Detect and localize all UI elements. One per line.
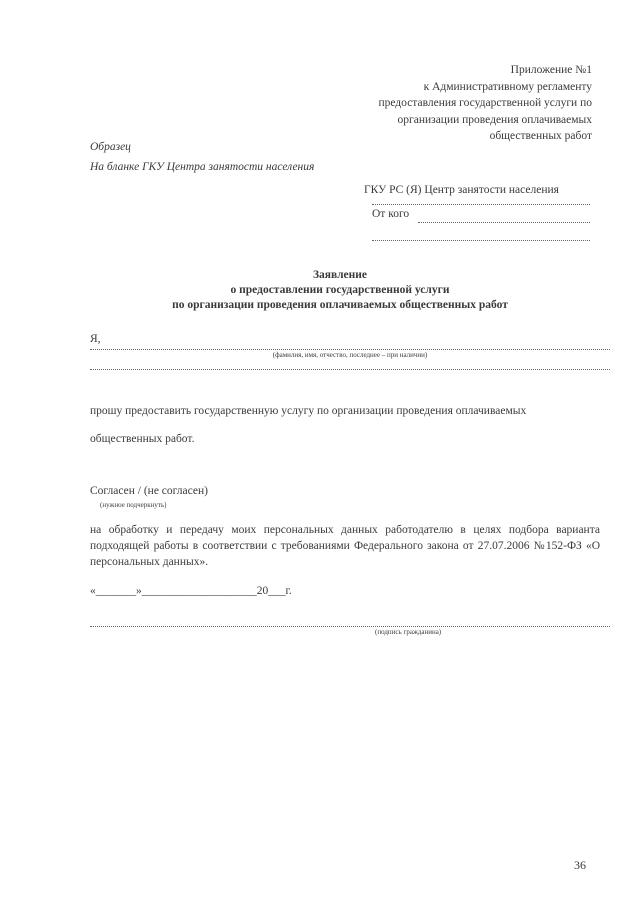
appendix-line: Приложение №1	[510, 64, 592, 76]
consent-label: Согласен / (не согласен)	[90, 485, 208, 497]
consent-hint: (нужное подчеркнуть)	[100, 501, 167, 509]
page-number: 36	[574, 858, 586, 872]
signature-line[interactable]	[90, 626, 610, 627]
document-title	[90, 268, 590, 313]
appendix-line: к Административному регламенту	[423, 80, 592, 93]
appendix-line: организации проведения оплачиваемых	[397, 113, 592, 126]
from-fill-line-2[interactable]	[372, 240, 590, 241]
appendix-header	[312, 62, 592, 145]
signature-hint: (подпись гражданина)	[375, 628, 442, 636]
title-line-2: о предоставлении государственной услуги	[230, 284, 450, 296]
from-block	[372, 204, 590, 244]
request-text: прошу предоставить государственную услугу по организации проведения оплачиваемых общественных работ.	[90, 405, 527, 445]
dotted-line	[372, 204, 590, 205]
from-fill-line[interactable]	[418, 222, 590, 223]
applicant-name-line[interactable]	[90, 349, 610, 350]
consent-text: на обработку и передачу моих персональных данных работодателю в целях подбора варианта подходящей работы в соответствии с требованиями Федерального закона от 27.07.2006 №152-ФЗ «О персональных данных».	[90, 524, 600, 568]
blank-note: На бланке ГКУ Центра занятости населения	[90, 161, 315, 173]
applicant-hint: (фамилия, имя, отчество, последнее – при наличии)	[272, 351, 428, 359]
applicant-name-line-2[interactable]	[90, 369, 610, 370]
title-line-3: по организации проведения оплачиваемых общественных работ	[172, 299, 508, 311]
applicant-prefix: Я,	[90, 333, 101, 345]
sample-label: Образец	[90, 141, 131, 153]
appendix-line: общественных работ	[489, 130, 592, 142]
from-label: От кого	[372, 208, 410, 220]
title-line-1: Заявление	[312, 269, 367, 281]
addressee: ГКУ РС (Я) Центр занятости населения	[364, 184, 559, 196]
appendix-line: предоставления государственной услуги по	[378, 97, 592, 109]
date-line[interactable]: «_______»____________________20___г.	[90, 585, 292, 597]
